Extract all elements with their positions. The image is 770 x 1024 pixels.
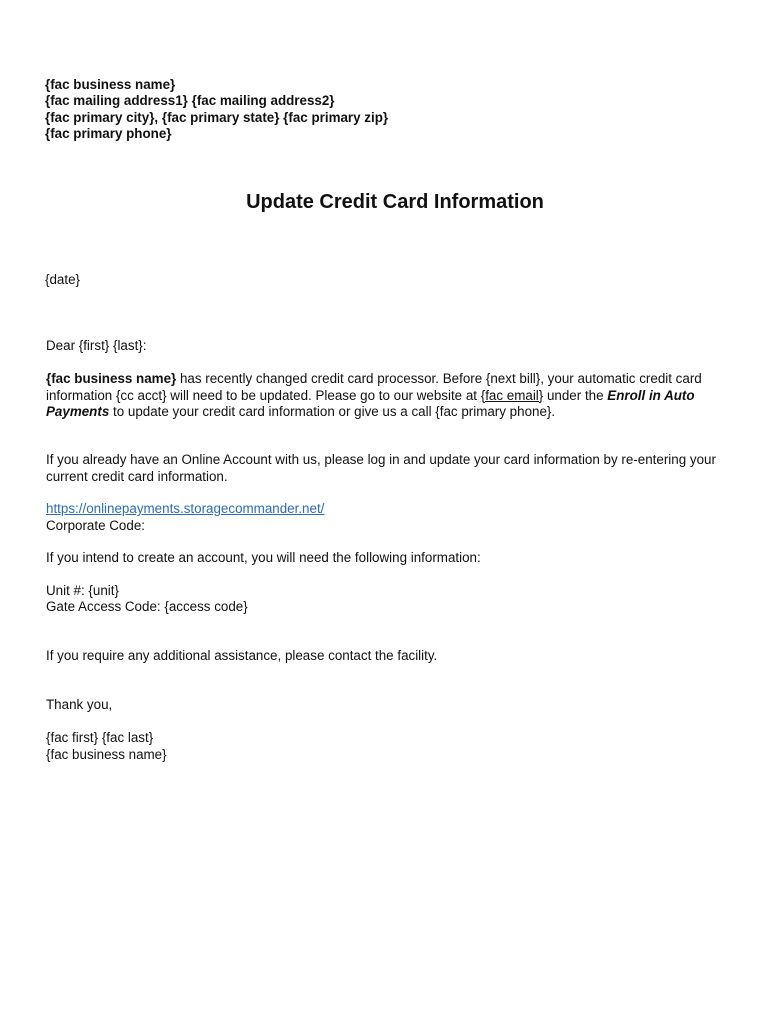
paragraph-processor-change (46, 371, 746, 421)
letter-title: Update Credit Card Information (246, 191, 544, 213)
signature-business: {fac business name} (46, 747, 167, 762)
corporate-code: Corporate Code: (46, 518, 145, 533)
paragraph-assistance: If you require any additional assistance, please contact the facility. (46, 648, 438, 663)
enroll-auto-payments: Enroll in Auto Payments (46, 387, 695, 419)
gate-access-code: Gate Access Code: {access code} (46, 599, 248, 614)
closing: Thank you, (46, 697, 113, 712)
para1-business-name: {fac business name} (46, 371, 177, 386)
header-city-state-zip: {fac primary city}, {fac primary state} {fac primary zip} (45, 110, 389, 125)
header-phone: {fac primary phone} (45, 126, 172, 141)
para1-text-c: to update your credit card information or give us a call {fac primary phone}. (109, 404, 556, 419)
salutation: Dear {first} {last}: (46, 338, 147, 353)
paragraph-create-account: If you intend to create an account, you will need the following information: (46, 550, 481, 565)
letter-date: {date} (45, 272, 81, 287)
signature-name: {fac first} {fac last} (46, 730, 154, 745)
unit-number: Unit #: {unit} (46, 583, 119, 598)
header-mailing-address: {fac mailing address1} {fac mailing address2} (45, 93, 335, 108)
online-payments-link-line (46, 501, 324, 518)
online-payments-link[interactable]: https://onlinepayments.storagecommander.net/ (46, 501, 325, 516)
fac-email-link[interactable]: {fac email} (480, 387, 544, 403)
para1-text-b: under the (543, 387, 608, 403)
header-business-name: {fac business name} (45, 77, 176, 92)
paragraph-online-account: If you already have an Online Account with us, please log in and update your card information by re-entering your current credit card information. (46, 452, 716, 484)
para1-text-a: has recently changed credit card processor. Before {next bill}, your automatic credit card information {cc acct} will need to be updated. Please go to our website at (46, 371, 702, 403)
